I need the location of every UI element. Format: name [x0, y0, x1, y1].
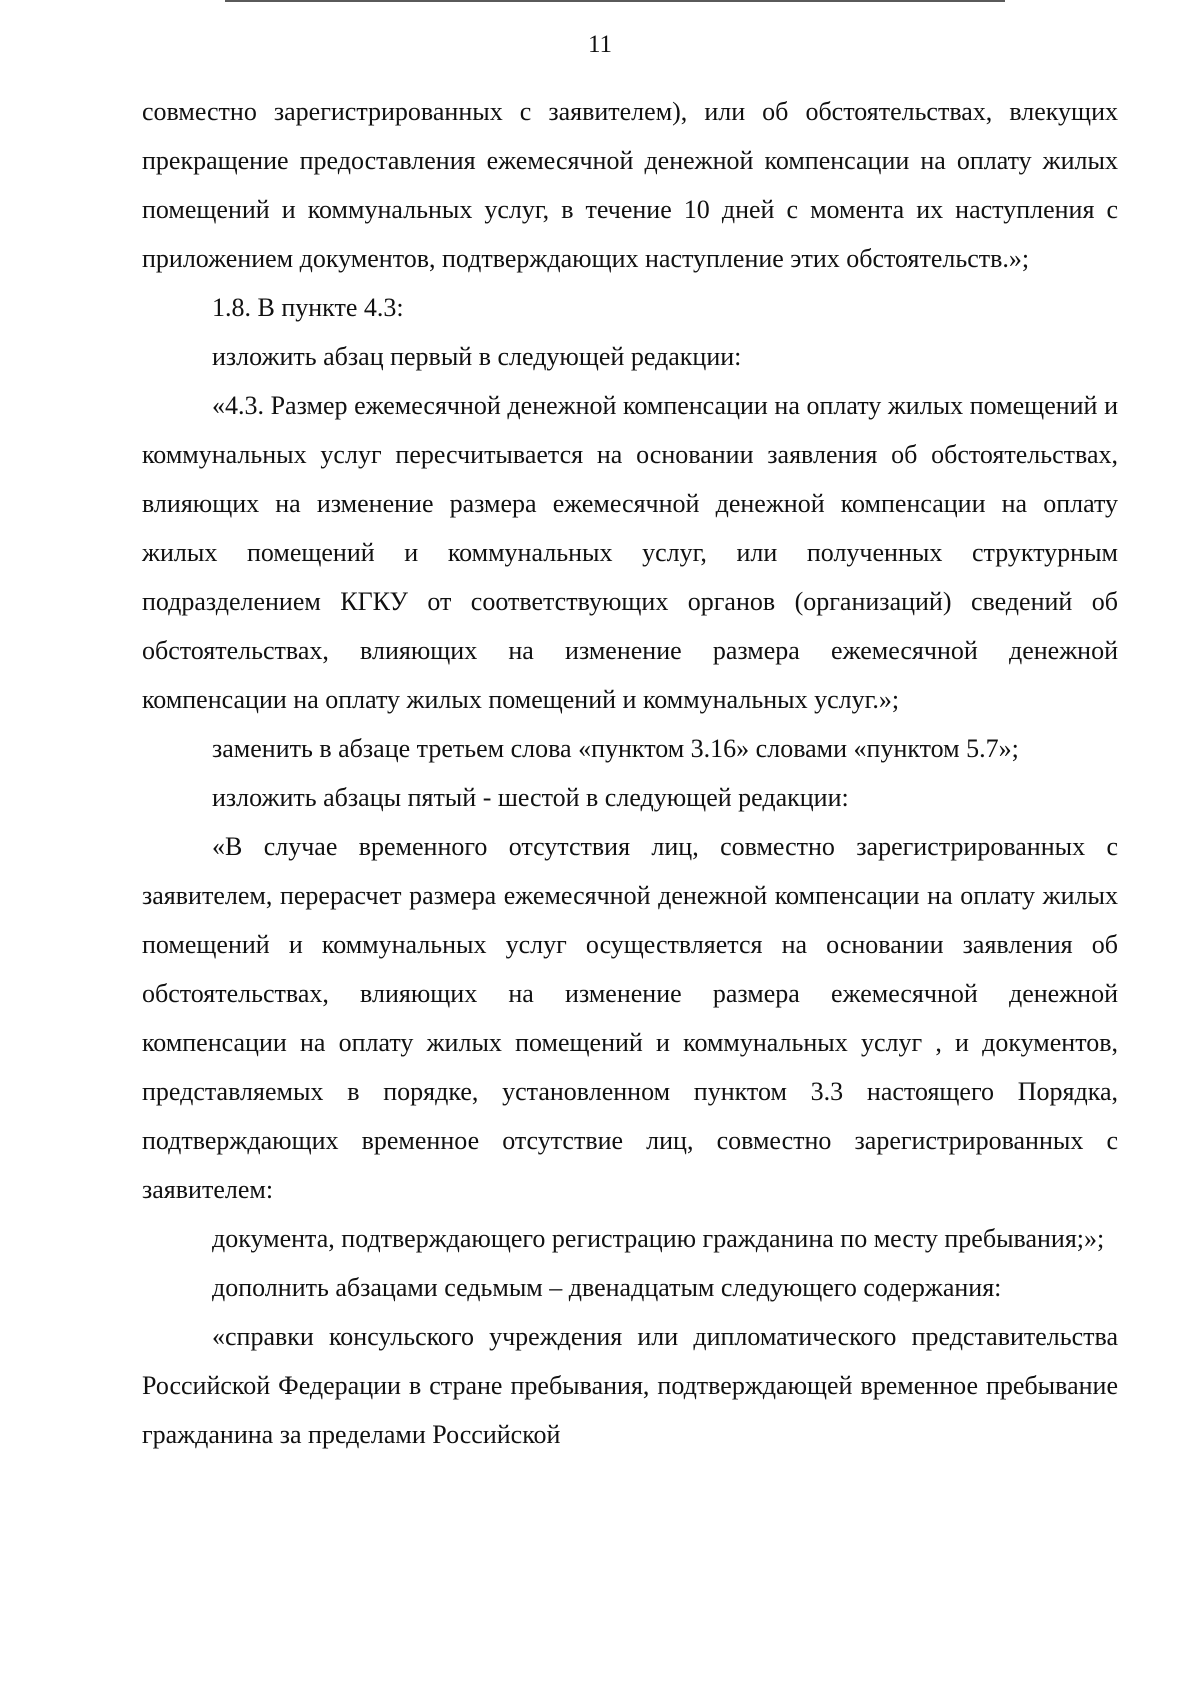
paragraph-document-registration: документа, подтверждающего регистрацию гражданина по месту пребывания;»; — [212, 1224, 1105, 1253]
paragraph-quote-4-3: «4.3. Размер ежемесячной денежной компенсации на оплату жилых помещений и коммунальных услуг пересчитывается на основании заявления об обстоятельствах, влияющих на изменение размера ежемесячной денежной компенсации на оплату жилых помещений и коммунальных услуг, или полученных структурным подразделением КГКУ от соответствующих органов (организаций) сведений об обстоятельствах, влияющих на изменение размера ежемесячной денежной компенсации на оплату жилых помещений и коммунальных услуг.»; — [142, 391, 1118, 714]
paragraph-quote-consular-certificate: «справки консульского учреждения или дипломатического представительства Российской Федерации в стране пребывания, подтверждающей временное пребывание гражданина за пределами Российской — [142, 1322, 1118, 1449]
page-number: 11 — [587, 31, 613, 58]
paragraph-quote-temporary-absence: «В случае временного отсутствия лиц, совместно зарегистрированных с заявителем, перерасчет размера ежемесячной денежной компенсации на оплату жилых помещений и коммунальных услуг осуществляется на основании заявления об обстоятельствах, влияющих на изменение размера ежемесячной денежной компенсации на оплату жилых помещений и коммунальных услуг , и документов, представляемых в порядке, установленном пунктом 3.3 настоящего Порядка, подтверждающих временное отсутствие лиц, совместно зарегистрированных с заявителем: — [142, 832, 1118, 1204]
paragraph-instruction: изложить абзац первый в следующей редакции: — [212, 342, 742, 371]
document-body — [142, 87, 1118, 1459]
paragraph-instruction: изложить абзацы пятый - шестой в следующей редакции: — [212, 783, 849, 812]
paragraph-item-1-8: 1.8. В пункте 4.3: — [212, 293, 404, 322]
paragraph-instruction: заменить в абзаце третьем слова «пунктом 3.16» словами «пунктом 5.7»; — [212, 734, 1019, 763]
scan-top-edge — [225, 0, 1005, 2]
paragraph-continuation: совместно зарегистрированных с заявителем), или об обстоятельствах, влекущих прекращение предоставления ежемесячной денежной компенсации на оплату жилых помещений и коммунальных услуг, в течение 10 дней с момента их наступления с приложением документов, подтверждающих наступление этих обстоятельств.»; — [142, 97, 1118, 273]
paragraph-instruction: дополнить абзацами седьмым – двенадцатым следующего содержания: — [212, 1273, 1002, 1302]
